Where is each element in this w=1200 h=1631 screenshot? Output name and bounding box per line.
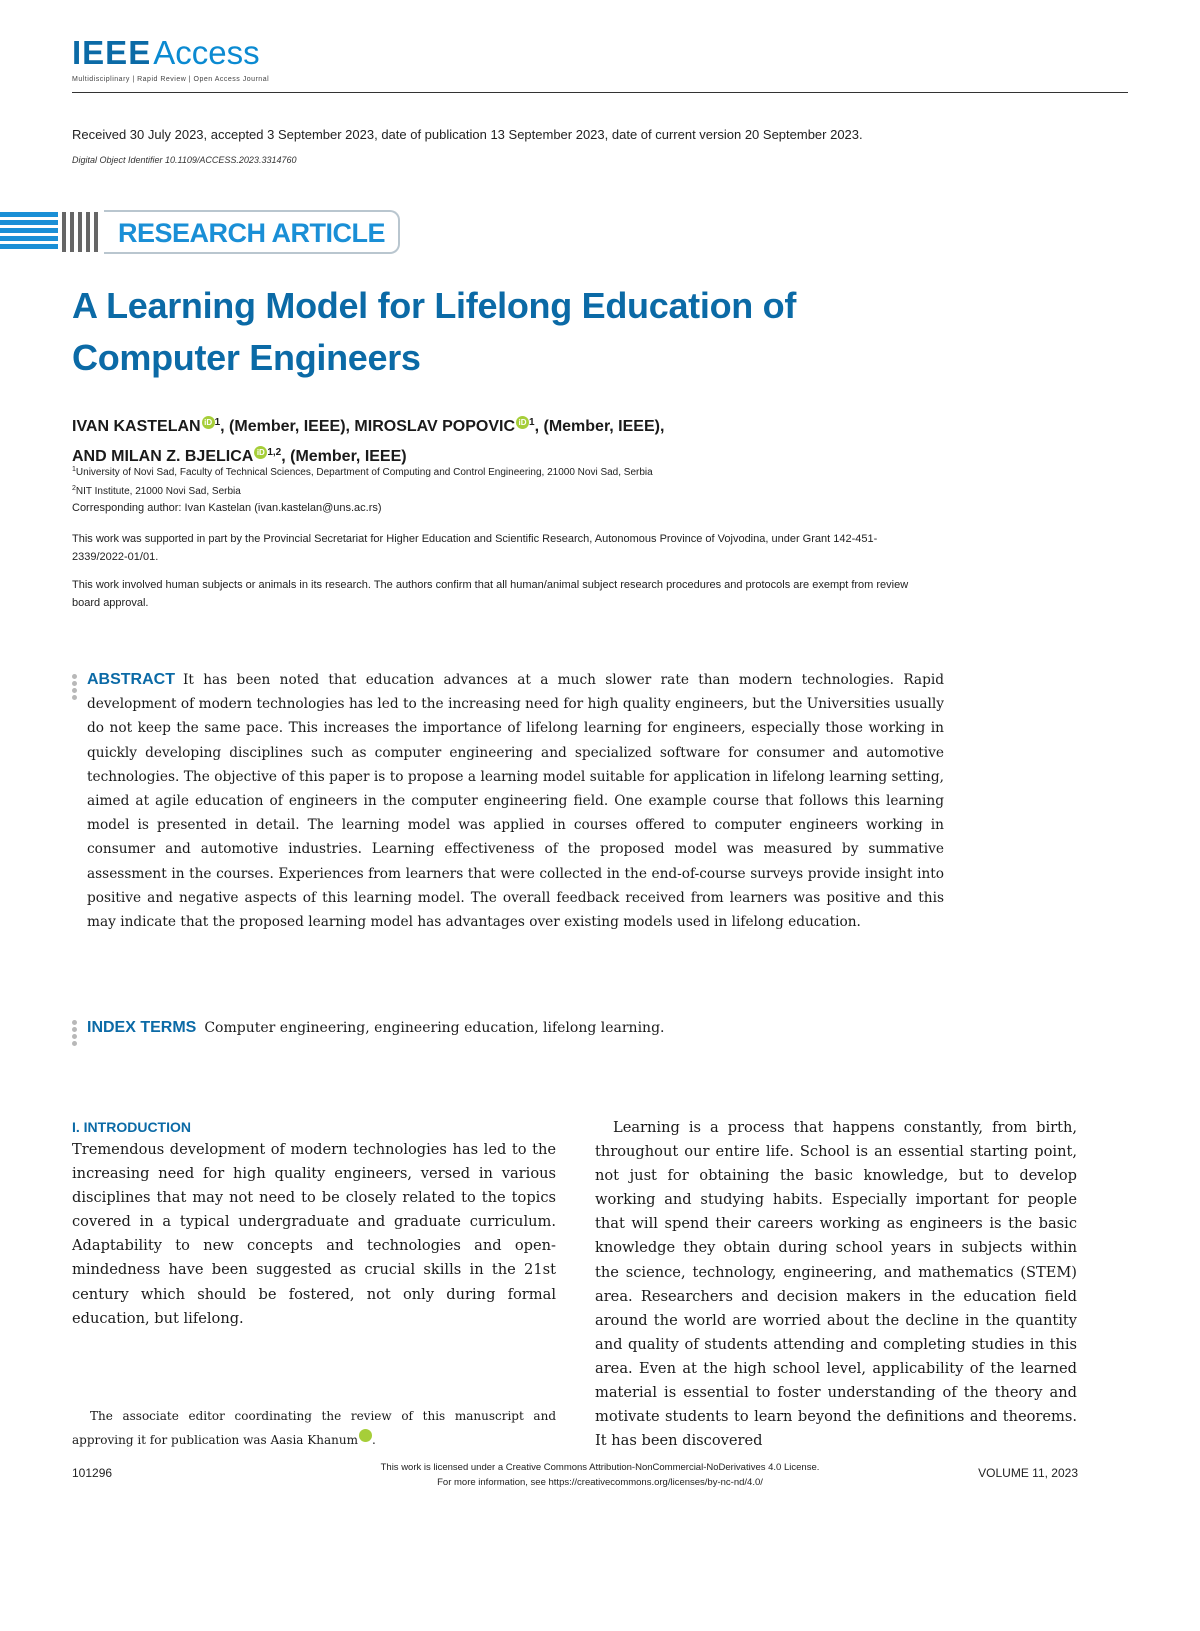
corresponding-author: Corresponding author: Ivan Kastelan (ivan.kastelan@uns.ac.rs): [72, 502, 382, 514]
column-right: [595, 1116, 1077, 1453]
journal-logo: [72, 34, 270, 84]
index-terms-label: INDEX TERMS: [87, 1019, 197, 1036]
intro-paragraph-1: Tremendous development of modern technologies has led to the increasing need for high quality engineers, versed in various disciplines that may not need to be closely related to the topics covered in a typical undergraduate and graduate curriculum. Adaptability to new concepts and technologies and open-mindedness have been suggested as crucial skills in the 21st century which should be fostered, not only during formal education, but lifelong.: [72, 1141, 556, 1327]
page-number: 101296: [72, 1466, 113, 1480]
editor-footnote: The associate editor coordinating the review of this manuscript and approving it for publication was Aasia Khanum iD.: [72, 1409, 556, 1447]
intro-paragraph-2: Learning is a process that happens constantly, from birth, throughout our entire life. School is an essential starting point, not just for obtaining the basic knowledge, but to develop working and studying habits. Especially important for people that will spend their careers working as engineers is the basic knowledge they obtain during school years in subjects within the science, technology, engineering, and mathematics (STEM) area. Researchers and decision makers in the education field around the world are worried about the decline in the quantity and quality of students attending and completing studies in this area. Even at the high school level, applicability of the learned material is essential to foster understanding of the theory and motivate students to learn beyond the definitions and theorems. It has been discovered: [595, 1119, 1077, 1450]
abstract-text: It has been noted that education advances at a much slower rate than modern technologies. Rapid development of modern technologies has led to the increasing need for high quality engineers, but the Universities usually do not keep the same pace. This increases the importance of lifelong learning for engineers, especially those working in quickly developing disciplines such as computer engineering and specialized software for consumer and automotive technologies. The objective of this paper is to propose a learning model suitable for application in lifelong learning setting, aimed at agile education of engineers in the computer engineering field. One example course that follows this learning model is presented in detail. The learning model was applied in courses offered to computer engineers working in consumer and automotive industries. Learning effectiveness of the proposed model was measured by summative assessment in the courses. Experiences from learners that were collected in the end-of-course surveys provide insight into positive and negative aspects of this learning model. The overall feedback received from learners was positive and this may indicate that the proposed learning model has advantages over existing models used in lifelong education.: [87, 672, 944, 931]
header-divider: [72, 92, 1128, 93]
article-type-label: RESEARCH ARTICLE: [118, 218, 386, 248]
affiliation-1: $^1$University of Novi Sad, Faculty of Technical Sciences, Department of Computing and Control Engineering, 21000 Novi Sad, Serbia: [72, 466, 653, 478]
author-name: MIROSLAV POPOVIC: [354, 418, 516, 435]
affiliations: [72, 462, 1072, 500]
author-affiliation-sup: 1: [529, 417, 535, 428]
orcid-icon[interactable]: iD: [516, 416, 529, 429]
index-terms-text: Computer engineering, engineering education, lifelong learning.: [204, 1020, 665, 1036]
banner-stripes-icon: [0, 210, 104, 256]
license-notice: [250, 1460, 950, 1490]
abstract-body: [87, 668, 944, 934]
author-affiliation-sup: 1: [214, 417, 221, 428]
author-role: , (Member, IEEE),: [220, 418, 355, 435]
author-name: IVAN KASTELAN: [72, 418, 201, 435]
article-type-banner: [104, 210, 400, 254]
section-heading: I. INTRODUCTION: [72, 1119, 191, 1135]
journal-tagline: Multidisciplinary | Rapid Review | Open Access Journal: [72, 76, 270, 83]
orcid-icon[interactable]: iD: [254, 446, 267, 459]
author-affiliation-sup: 1,2: [267, 447, 282, 458]
ethics-statement: This work involved human subjects or animals in its research. The authors confirm that all human/animal subject research procedures and protocols are exempt from review board approval.: [72, 579, 909, 609]
volume-info: VOLUME 11, 2023: [978, 1466, 1078, 1480]
journal-name-access: Access: [153, 34, 260, 71]
author-line-1: [72, 410, 1072, 440]
abstract-label: ABSTRACT: [87, 671, 175, 688]
funding-statement: This work was supported in part by the Provincial Secretariat for Higher Education and Scientific Research, Autonomous Province of Vojvodina, under Grant 142-451-2339/2022-01/01.: [72, 533, 878, 563]
author-role: , (Member, IEEE): [281, 448, 407, 465]
paper-title: [72, 280, 1032, 384]
orcid-icon[interactable]: iD: [359, 1429, 372, 1442]
title-line-2: Computer Engineers: [72, 337, 421, 378]
abstract-marker-icon: [72, 674, 78, 702]
index-terms-marker-icon: [72, 1020, 78, 1048]
column-left: [72, 1116, 556, 1331]
index-terms: [72, 1014, 944, 1042]
author-role: , (Member, IEEE),: [534, 418, 665, 435]
author-list: [72, 410, 1072, 470]
author-name: AND MILAN Z. BJELICA: [72, 448, 254, 465]
doi: Digital Object Identifier 10.1109/ACCESS.2023.3314760: [72, 155, 297, 165]
license-link[interactable]: For more information, see https://creativecommons.org/licenses/by-nc-nd/4.0/: [437, 1477, 763, 1488]
title-line-1: A Learning Model for Lifelong Education of: [72, 285, 797, 326]
received-dates: Received 30 July 2023, accepted 3 September 2023, date of publication 13 September 2023, date of current version 20 September 2023.: [72, 127, 863, 142]
affiliation-2: $^2$NIT Institute, 21000 Novi Sad, Serbia: [72, 485, 241, 497]
journal-name-ieee: IEEE: [72, 34, 152, 71]
abstract: [72, 668, 944, 934]
license-line-1: This work is licensed under a Creative Commons Attribution-NonCommercial-NoDerivatives 4.0 License.: [380, 1462, 820, 1473]
orcid-icon[interactable]: iD: [202, 416, 215, 429]
index-terms-body: [87, 1014, 944, 1042]
